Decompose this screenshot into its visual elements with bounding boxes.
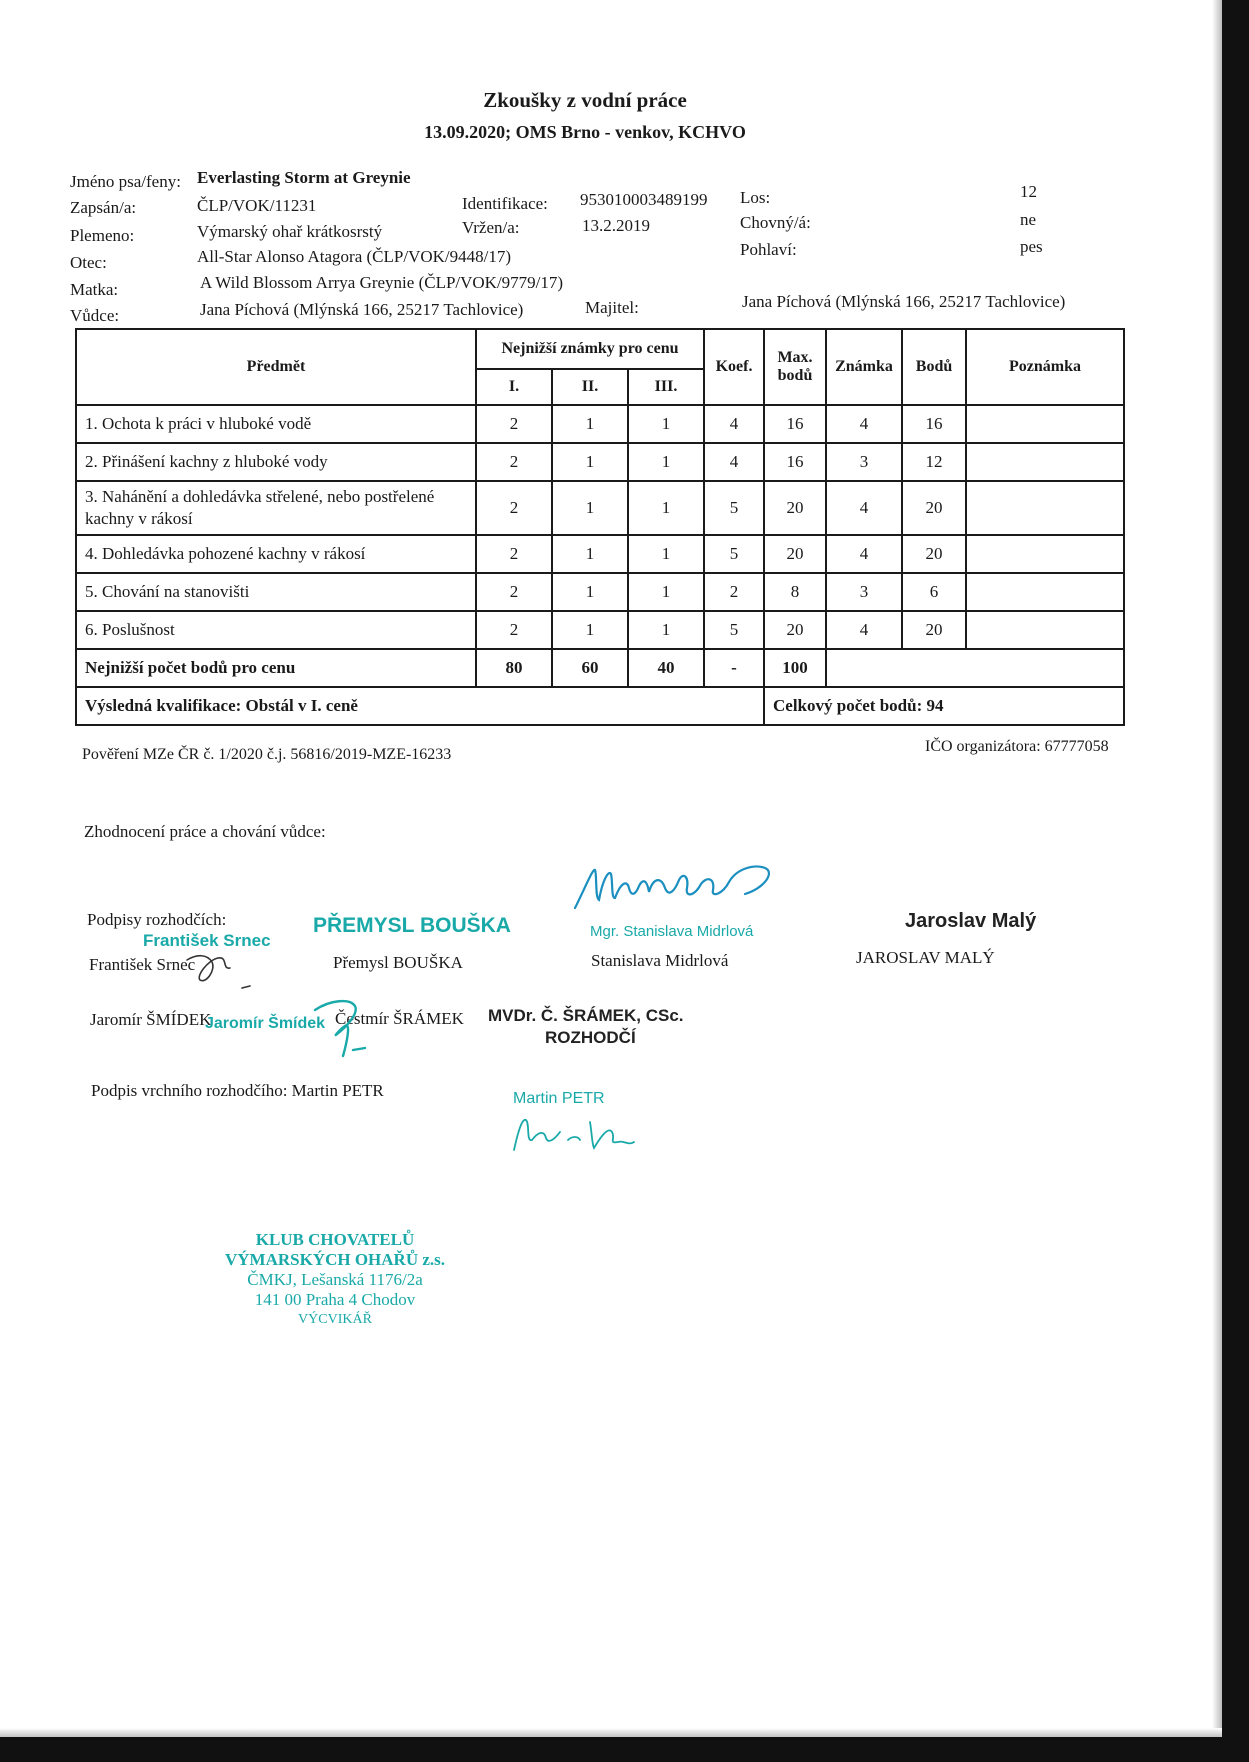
row-mark: 4 xyxy=(826,535,902,573)
row-ii: 1 xyxy=(552,611,628,649)
table-row xyxy=(76,405,1124,443)
result-row xyxy=(76,687,1124,725)
signature-sramek xyxy=(305,990,375,1070)
stamp-bouska: PŘEMYSL BOUŠKA xyxy=(313,914,511,937)
row-iii: 1 xyxy=(628,573,704,611)
row-koef: 5 xyxy=(704,535,764,573)
club-line4: 141 00 Praha 4 Chodov xyxy=(254,1290,416,1309)
row-points: 20 xyxy=(902,481,966,535)
row-iii: 1 xyxy=(628,405,704,443)
result-qualification: Výsledná kvalifikace: Obstál v I. ceně xyxy=(76,687,764,725)
col-i-header: I. xyxy=(476,369,552,405)
row-ii: 1 xyxy=(552,405,628,443)
stamp-sramek-line1: MVDr. Č. ŠRÁMEK, CSc. xyxy=(488,1006,684,1025)
handler-label: Vůdce: xyxy=(70,306,120,325)
row-points: 20 xyxy=(902,535,966,573)
father-value: All-Star Alonso Atagora (ČLP/VOK/9448/17) xyxy=(197,247,512,266)
row-max: 20 xyxy=(764,481,826,535)
min-points-i: 80 xyxy=(476,649,552,687)
row-mark: 3 xyxy=(826,573,902,611)
row-max: 20 xyxy=(764,611,826,649)
table-row xyxy=(76,573,1124,611)
name-value: Everlasting Storm at Greynie xyxy=(197,168,411,187)
row-koef: 5 xyxy=(704,481,764,535)
min-points-row xyxy=(76,649,1124,687)
born-value: 13.2.2019 xyxy=(582,216,650,235)
row-subject: 6. Poslušnost xyxy=(76,611,476,649)
row-i: 2 xyxy=(476,481,552,535)
sex-value: pes xyxy=(1020,237,1043,256)
row-note xyxy=(966,573,1124,611)
judge-midrlova: Stanislava Midrlová xyxy=(591,951,729,970)
row-iii: 1 xyxy=(628,443,704,481)
total-points: Celkový počet bodů: 94 xyxy=(764,687,1124,725)
min-points-ii: 60 xyxy=(552,649,628,687)
document-subtitle: 13.09.2020; OMS Brno - venkov, KCHVO xyxy=(424,122,746,142)
authorization-text: Pověření MZe ČR č. 1/2020 č.j. 56816/2019-MZE-16233 xyxy=(82,746,452,763)
row-subject: 1. Ochota k práci v hluboké vodě xyxy=(76,405,476,443)
row-points: 12 xyxy=(902,443,966,481)
results-table xyxy=(75,328,1125,726)
min-points-empty xyxy=(826,649,1124,687)
judge-maly: JAROSLAV MALÝ xyxy=(856,948,995,967)
mother-value: A Wild Blossom Arrya Greynie (ČLP/VOK/9779/17) xyxy=(200,273,564,292)
breed-value: Výmarský ohař krátkosrstý xyxy=(197,222,383,241)
stamp-maly: Jaroslav Malý xyxy=(905,910,1037,932)
born-label: Vržen/a: xyxy=(462,218,520,237)
breed-label: Plemeno: xyxy=(70,226,135,245)
row-iii: 1 xyxy=(628,535,704,573)
table-row xyxy=(76,481,1124,535)
row-points: 6 xyxy=(902,573,966,611)
page-border-right xyxy=(1222,0,1249,1762)
breeder-label: Chovný/á: xyxy=(740,213,811,232)
row-i: 2 xyxy=(476,443,552,481)
page-shadow-bottom xyxy=(0,1728,1222,1737)
id-value: 953010003489199 xyxy=(580,190,708,209)
col-ii-header: II. xyxy=(552,369,628,405)
row-ii: 1 xyxy=(552,481,628,535)
row-max: 16 xyxy=(764,443,826,481)
judge-bouska: Přemysl BOUŠKA xyxy=(333,953,463,972)
row-ii: 1 xyxy=(552,443,628,481)
owner-value: Jana Píchová (Mlýnská 166, 25217 Tachlovice) xyxy=(742,292,1066,311)
row-points: 20 xyxy=(902,611,966,649)
row-ii: 1 xyxy=(552,535,628,573)
row-subject: 5. Chování na stanovišti xyxy=(76,573,476,611)
row-iii: 1 xyxy=(628,481,704,535)
row-points: 16 xyxy=(902,405,966,443)
stamp-sramek-line2: ROZHODČÍ xyxy=(545,1028,636,1047)
id-label: Identifikace: xyxy=(462,194,548,213)
mother-label: Matka: xyxy=(70,280,119,299)
min-points-koef: - xyxy=(704,649,764,687)
owner-label: Majitel: xyxy=(585,298,639,317)
stamp-srnec: František Srnec xyxy=(143,931,271,950)
row-note xyxy=(966,405,1124,443)
row-subject: 3. Nahánění a dohledávka střelené, nebo postřelené kachny v rákosí xyxy=(76,481,476,535)
row-max: 8 xyxy=(764,573,826,611)
table-row xyxy=(76,611,1124,649)
row-iii: 1 xyxy=(628,611,704,649)
document-title: Zkoušky z vodní práce xyxy=(483,88,687,112)
table-row xyxy=(76,535,1124,573)
signature-srnec xyxy=(182,940,262,995)
row-max: 16 xyxy=(764,405,826,443)
club-line1: KLUB CHOVATELŮ xyxy=(255,1230,415,1249)
col-max-header: Max. bodů xyxy=(764,329,826,405)
breeder-value: ne xyxy=(1020,210,1037,229)
col-subject-header: Předmět xyxy=(76,329,476,405)
col-koef-header: Koef. xyxy=(704,329,764,405)
judge-srnec: František Srnec xyxy=(89,955,196,974)
judge-smidek: Jaromír ŠMÍDEK xyxy=(90,1010,212,1029)
row-i: 2 xyxy=(476,405,552,443)
evaluation-label: Zhodnocení práce a chování vůdce: xyxy=(84,822,326,841)
judge-sramek: Čestmír ŠRÁMEK xyxy=(335,1009,464,1028)
stamp-smidek: Jaromír Šmídek xyxy=(205,1015,326,1032)
row-mark: 3 xyxy=(826,443,902,481)
registered-label: Zapsán/a: xyxy=(70,198,137,217)
col-note-header: Poznámka xyxy=(966,329,1124,405)
stamp-petr: Martin PETR xyxy=(513,1090,605,1107)
col-lowest-header: Nejnižší známky pro cenu xyxy=(476,329,704,369)
page-shadow-right xyxy=(1212,0,1222,1762)
club-line5: VÝCVIKÁŘ xyxy=(298,1312,372,1327)
club-stamp xyxy=(195,1230,475,1330)
row-mark: 4 xyxy=(826,405,902,443)
row-subject: 4. Dohledávka pohozené kachny v rákosí xyxy=(76,535,476,573)
signature-petr xyxy=(508,1110,638,1155)
row-note xyxy=(966,611,1124,649)
chief-judge-label: Podpis vrchního rozhodčího: Martin PETR xyxy=(91,1081,384,1100)
los-value: 12 xyxy=(1020,182,1037,201)
name-label: Jméno psa/feny: xyxy=(70,172,181,191)
page-border-bottom xyxy=(0,1737,1249,1762)
row-i: 2 xyxy=(476,535,552,573)
club-line2: VÝMARSKÝCH OHAŘŮ z.s. xyxy=(224,1250,446,1269)
row-koef: 4 xyxy=(704,443,764,481)
father-label: Otec: xyxy=(70,253,107,272)
row-i: 2 xyxy=(476,611,552,649)
judges-label: Podpisy rozhodčích: xyxy=(87,910,227,929)
row-ii: 1 xyxy=(552,573,628,611)
sex-label: Pohlaví: xyxy=(740,240,797,259)
row-max: 20 xyxy=(764,535,826,573)
row-koef: 5 xyxy=(704,611,764,649)
row-koef: 4 xyxy=(704,405,764,443)
col-iii-header: III. xyxy=(628,369,704,405)
row-note xyxy=(966,535,1124,573)
min-points-iii: 40 xyxy=(628,649,704,687)
row-note xyxy=(966,481,1124,535)
row-mark: 4 xyxy=(826,611,902,649)
table-row xyxy=(76,443,1124,481)
min-points-label: Nejnižší počet bodů pro cenu xyxy=(76,649,476,687)
row-subject: 2. Přinášení kachny z hluboké vody xyxy=(76,443,476,481)
row-note xyxy=(966,443,1124,481)
min-points-max: 100 xyxy=(764,649,826,687)
row-koef: 2 xyxy=(704,573,764,611)
club-line3: ČMKJ, Lešanská 1176/2a xyxy=(247,1270,423,1289)
organizer-ico: IČO organizátora: 67777058 xyxy=(925,738,1109,755)
signature-midrlova xyxy=(565,858,795,918)
col-points-header: Bodů xyxy=(902,329,966,405)
handler-value: Jana Píchová (Mlýnská 166, 25217 Tachlovice) xyxy=(200,300,524,319)
registered-value: ČLP/VOK/11231 xyxy=(197,196,317,215)
row-i: 2 xyxy=(476,573,552,611)
los-label: Los: xyxy=(740,188,771,207)
row-mark: 4 xyxy=(826,481,902,535)
stamp-midrlova: Mgr. Stanislava Midrlová xyxy=(590,923,754,940)
col-mark-header: Známka xyxy=(826,329,902,405)
